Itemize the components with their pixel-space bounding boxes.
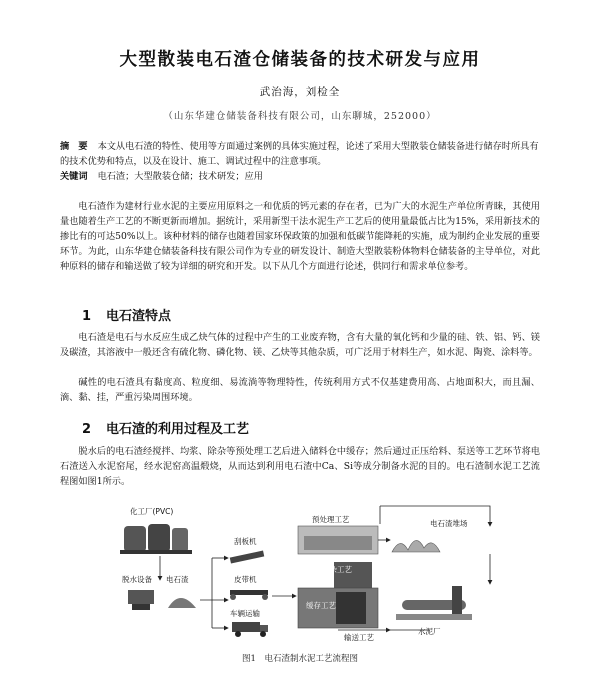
label-dewatering-equipment: 脱水设备 xyxy=(122,575,152,584)
section-1-number: 1 xyxy=(82,309,92,324)
process-flow-figure xyxy=(100,496,540,644)
authors: 武治海，刘检全 xyxy=(259,86,341,98)
section-1-heading xyxy=(82,305,171,324)
section-1-title: 电石渣特点 xyxy=(106,309,172,324)
section-2-number: 2 xyxy=(82,422,92,437)
chemical-plant-icon xyxy=(120,524,192,554)
label-impurity-removal: 除杂工艺 xyxy=(322,565,352,574)
section-1-paragraph-2: 碱性的电石渣具有黏度高、粒度细、易流淌等物理特性，传统利用方式不仅基建费用高、占地面积大，而且漏、滴、黏、挂，严重污染周围环境。 xyxy=(60,377,540,403)
slag-pile-icon xyxy=(168,598,196,608)
abstract-text: 本文从电石渣的特性、使用等方面通过案例的具体实施过程，论述了采用大型散装仓储装备进行储存时所具有的技术优势和特点，以及在设计、施工、调试过程中的注意事项。 xyxy=(60,141,539,167)
abstract-label: 摘 要 xyxy=(60,141,88,152)
keywords xyxy=(60,169,540,184)
label-slag-yard: 电石渣堆场 xyxy=(430,519,468,528)
label-carbide-slag: 电石渣 xyxy=(166,575,189,584)
section-2-heading xyxy=(82,418,249,437)
dewatering-equipment-icon xyxy=(128,590,154,610)
affiliation: （山东华建仓储装备科技有限公司，山东聊城，252000） xyxy=(163,111,437,122)
label-pretreatment: 预处理工艺 xyxy=(312,515,350,524)
belt-conveyor-icon xyxy=(230,590,268,600)
section-2-title: 电石渣的利用过程及工艺 xyxy=(106,422,250,437)
cement-plant-icon xyxy=(396,586,472,620)
section-2-paragraph-1: 脱水后的电石渣经搅拌、均浆、除杂等预处理工艺后进入储料仓中缓存；然后通过正压给料、泵送等工艺环节将电石渣送入水泥窑尾，经水泥窑高温煅烧，从而达到利用电石渣中Ca、Si等成分制备水泥的目的。电石渣制水泥工艺流程图如图1所示。 xyxy=(60,446,540,487)
label-chemical-plant: 化工厂(PVC) xyxy=(130,507,174,516)
pretreatment-unit-icon xyxy=(298,526,378,554)
intro-paragraph: 电石渣作为建材行业水泥的主要应用原料之一和优质的钙元素的存在者，已为广大的水泥生产单位所青睐，其使用量也随着生产工艺的不断更新而增加。据统计，采用新型干法水泥生产工艺后的使用量最低占比为15%，采用新技术的掺比有的可达50%以上。该种材料的储存也随着国家环保政策的加强和低碳节能降耗的实施，成为制约企业发展的重要环节。为此，山东华建仓储装备科技有限公司作为专业的研发设计、制造大型散装粉体物料仓储装备的主导单位，对此种原料的储存和输送做了较为详细的研究和开发。以下从几个方面进行论述，供同行和需求单位参考。 xyxy=(60,201,540,272)
keywords-text: 电石渣；大型散装仓储；技术研发；应用 xyxy=(97,171,263,182)
process-flow-diagram xyxy=(100,496,540,644)
label-truck-transport: 车辆运输 xyxy=(230,609,260,618)
slag-yard-icon xyxy=(392,540,440,552)
label-conveying: 输送工艺 xyxy=(344,633,374,642)
label-belt-conveyor: 皮带机 xyxy=(234,575,257,584)
label-scraper: 刮板机 xyxy=(234,537,257,546)
abstract xyxy=(60,139,540,169)
scraper-icon xyxy=(230,551,265,564)
paper-title: 大型散装电石渣仓储装备的技术研发与应用 xyxy=(119,50,481,70)
label-storage: 缓存工艺 xyxy=(306,601,336,610)
section-1-paragraph-1: 电石渣是电石与水反应生成乙炔气体的过程中产生的工业废弃物，含有大量的氧化钙和少量的硅、铁、铝、钙、镁及碳渣，其溶液中一般还含有硫化物、磷化物、镁、乙炔等其他杂质，可广泛用于材料生产，如水泥、陶瓷、涂料等。 xyxy=(60,332,540,358)
keywords-label: 关键词 xyxy=(60,171,88,182)
label-cement-plant: 水泥厂 xyxy=(418,627,441,636)
truck-icon xyxy=(232,622,268,637)
figure-caption: 图1 电石渣制水泥工艺流程图 xyxy=(242,654,358,664)
